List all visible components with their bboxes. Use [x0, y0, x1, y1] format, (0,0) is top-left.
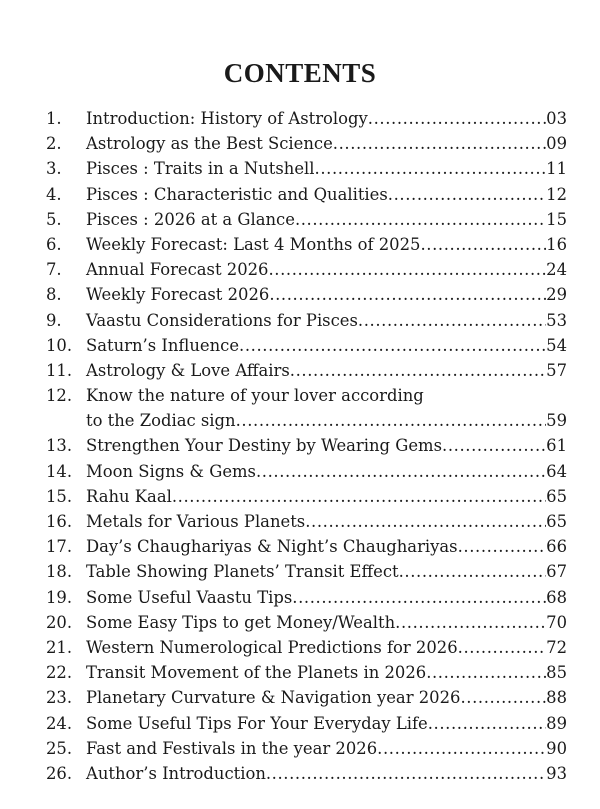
toc-entry — [0, 433, 600, 458]
toc-entry — [0, 736, 600, 761]
dot-leader — [377, 736, 546, 761]
entry-number: 26. — [46, 763, 73, 783]
entry-title: Western Numerological Predictions for 2026 — [86, 637, 458, 657]
entry-page-number: 59 — [546, 411, 567, 431]
entry-line — [86, 282, 567, 307]
toc-entry — [0, 635, 600, 660]
entry-title: Day’s Chaughariyas & Night’s Chaughariyas — [86, 537, 458, 557]
entry-line — [86, 308, 567, 333]
toc-entry — [0, 182, 600, 207]
entry-number: 22. — [46, 663, 73, 683]
toc-entry — [0, 308, 600, 333]
entry-number: 17. — [46, 537, 73, 557]
entry-title: Saturn’s Influence — [86, 335, 240, 355]
entry-number: 4. — [46, 184, 62, 204]
entry-line — [86, 484, 567, 509]
entry-number: 21. — [46, 637, 73, 657]
entry-page-number: 70 — [546, 612, 567, 632]
table-of-contents — [0, 106, 600, 786]
toc-entry — [0, 585, 600, 610]
dot-leader — [295, 207, 546, 232]
entry-page-number: 64 — [546, 461, 567, 481]
entry-line — [86, 408, 567, 433]
entry-title: Pisces : 2026 at a Glance — [86, 209, 295, 229]
entry-page-number: 68 — [546, 587, 567, 607]
entry-number: 19. — [46, 587, 73, 607]
dot-leader — [358, 308, 546, 333]
entry-title: Pisces : Traits in a Nutshell — [86, 159, 315, 179]
entry-line — [86, 232, 567, 257]
entry-number: 12. — [46, 386, 73, 406]
entry-number: 15. — [46, 486, 73, 506]
entry-page-number: 54 — [546, 335, 567, 355]
dot-leader — [442, 433, 546, 458]
entry-title: Weekly Forecast 2026 — [86, 285, 270, 305]
dot-leader — [420, 232, 546, 257]
entry-title: Annual Forecast 2026 — [86, 260, 269, 280]
entry-number: 24. — [46, 713, 73, 733]
entry-number: 3. — [46, 159, 62, 179]
entry-page-number: 90 — [546, 738, 567, 758]
dot-leader — [395, 610, 546, 635]
dot-leader — [305, 509, 546, 534]
entry-line — [86, 358, 567, 383]
entry-page-number: 93 — [546, 763, 567, 783]
toc-entry — [0, 509, 600, 534]
toc-entry — [0, 660, 600, 685]
entry-line — [86, 660, 567, 685]
entry-page-number: 12 — [546, 184, 567, 204]
entry-title: Some Useful Vaastu Tips — [86, 587, 293, 607]
dot-leader — [388, 182, 546, 207]
dot-leader — [239, 333, 546, 358]
entry-line — [86, 761, 567, 786]
entry-number: 5. — [46, 209, 62, 229]
entry-title: Metals for Various Planets — [86, 512, 306, 532]
entry-line — [86, 610, 567, 635]
toc-entry — [0, 232, 600, 257]
toc-entry — [0, 156, 600, 181]
entry-line — [86, 131, 567, 156]
entry-page-number: 53 — [546, 310, 567, 330]
entry-page-number: 66 — [546, 537, 567, 557]
entry-page-number: 24 — [546, 260, 567, 280]
entry-number: 1. — [46, 109, 62, 128]
toc-entry — [0, 282, 600, 307]
toc-entry — [0, 685, 600, 710]
toc-entry — [0, 257, 600, 282]
dot-leader — [290, 358, 546, 383]
entry-number: 23. — [46, 688, 73, 708]
entry-title: Pisces : Characteristic and Qualities — [86, 184, 388, 204]
entry-line — [86, 182, 567, 207]
entry-title: Weekly Forecast: Last 4 Months of 2025 — [86, 234, 421, 254]
entry-title: Some Useful Tips For Your Everyday Life — [86, 713, 428, 733]
entry-page-number: 65 — [546, 486, 567, 506]
entry-line — [86, 534, 567, 559]
entry-page-number: 11 — [546, 159, 567, 179]
toc-entry — [0, 106, 600, 131]
toc-entry — [0, 559, 600, 584]
entry-number: 7. — [46, 260, 62, 280]
entry-title: Moon Signs & Gems — [86, 461, 256, 481]
dot-leader — [315, 156, 547, 181]
entry-page-number: 09 — [546, 134, 567, 154]
dot-leader — [368, 106, 546, 131]
dot-leader — [428, 711, 546, 736]
entry-number: 8. — [46, 285, 62, 305]
entry-title: Vaastu Considerations for Pisces — [86, 310, 358, 330]
toc-entry — [0, 534, 600, 559]
entry-line — [86, 509, 567, 534]
entry-line — [86, 433, 567, 458]
dot-leader — [399, 559, 547, 584]
toc-entry — [0, 383, 600, 433]
entry-number: 10. — [46, 335, 73, 355]
entry-number: 18. — [46, 562, 73, 582]
entry-line — [86, 257, 567, 282]
entry-page-number: 29 — [546, 285, 567, 305]
dot-leader — [458, 534, 547, 559]
entry-number: 25. — [46, 738, 73, 758]
dot-leader — [460, 685, 546, 710]
dot-leader — [292, 585, 546, 610]
entry-title: Strengthen Your Destiny by Wearing Gems — [86, 436, 443, 456]
dot-leader — [236, 408, 547, 433]
entry-title: Author’s Introduction — [86, 763, 266, 783]
entry-title: Introduction: History of Astrology — [86, 109, 368, 128]
entry-title: Table Showing Planets’ Transit Effect — [86, 562, 399, 582]
toc-entry — [0, 711, 600, 736]
entry-page-number: 15 — [546, 209, 567, 229]
toc-entry — [0, 610, 600, 635]
entry-number: 9. — [46, 310, 62, 330]
entry-page-number: 57 — [546, 360, 567, 380]
entry-title: Planetary Curvature & Navigation year 2026 — [86, 688, 461, 708]
entry-title: Transit Movement of the Planets in 2026 — [86, 663, 427, 683]
dot-leader — [172, 484, 546, 509]
toc-entry — [0, 761, 600, 786]
entry-page-number: 61 — [546, 436, 567, 456]
entry-line — [86, 459, 567, 484]
dot-leader — [458, 635, 546, 660]
entry-page-number: 16 — [546, 234, 567, 254]
dot-leader — [269, 282, 546, 307]
page-title: CONTENTS — [223, 58, 377, 88]
entry-line — [86, 156, 567, 181]
entry-title: Astrology & Love Affairs — [86, 360, 290, 380]
entry-line — [86, 635, 567, 660]
entry-line — [86, 685, 567, 710]
entry-line — [86, 711, 567, 736]
entry-number: 2. — [46, 134, 62, 154]
entry-line — [86, 207, 567, 232]
dot-leader — [268, 257, 546, 282]
entry-page-number: 89 — [546, 713, 567, 733]
entry-line — [86, 585, 567, 610]
entry-line — [86, 559, 567, 584]
dot-leader — [266, 761, 546, 786]
dot-leader — [333, 131, 546, 156]
entry-title: Know the nature of your lover according — [86, 386, 424, 406]
entry-line — [86, 106, 567, 131]
toc-entry — [0, 207, 600, 232]
entry-title-continued: to the Zodiac sign — [86, 411, 236, 431]
toc-entry — [0, 459, 600, 484]
entry-number: 14. — [46, 461, 73, 481]
entry-title: Fast and Festivals in the year 2026 — [86, 738, 378, 758]
entry-title: Some Easy Tips to get Money/Wealth — [86, 612, 396, 632]
entry-title: Astrology as the Best Science — [86, 134, 333, 154]
entry-title: Rahu Kaal — [86, 486, 172, 506]
entry-page-number: 67 — [546, 562, 567, 582]
entry-number: 20. — [46, 612, 73, 632]
dot-leader — [426, 660, 546, 685]
entry-page-number: 88 — [546, 688, 567, 708]
entry-number: 16. — [46, 512, 73, 532]
entry-number: 13. — [46, 436, 73, 456]
entry-page-number: 72 — [546, 637, 567, 657]
toc-entry — [0, 358, 600, 383]
entry-line — [86, 333, 567, 358]
entry-number: 6. — [46, 234, 62, 254]
entry-page-number: 03 — [546, 109, 567, 128]
entry-page-number: 85 — [546, 663, 567, 683]
entry-number: 11. — [46, 360, 73, 380]
toc-entry — [0, 484, 600, 509]
toc-entry — [0, 131, 600, 156]
toc-entry — [0, 333, 600, 358]
entry-line — [86, 736, 567, 761]
entry-page-number: 65 — [546, 512, 567, 532]
dot-leader — [256, 459, 546, 484]
